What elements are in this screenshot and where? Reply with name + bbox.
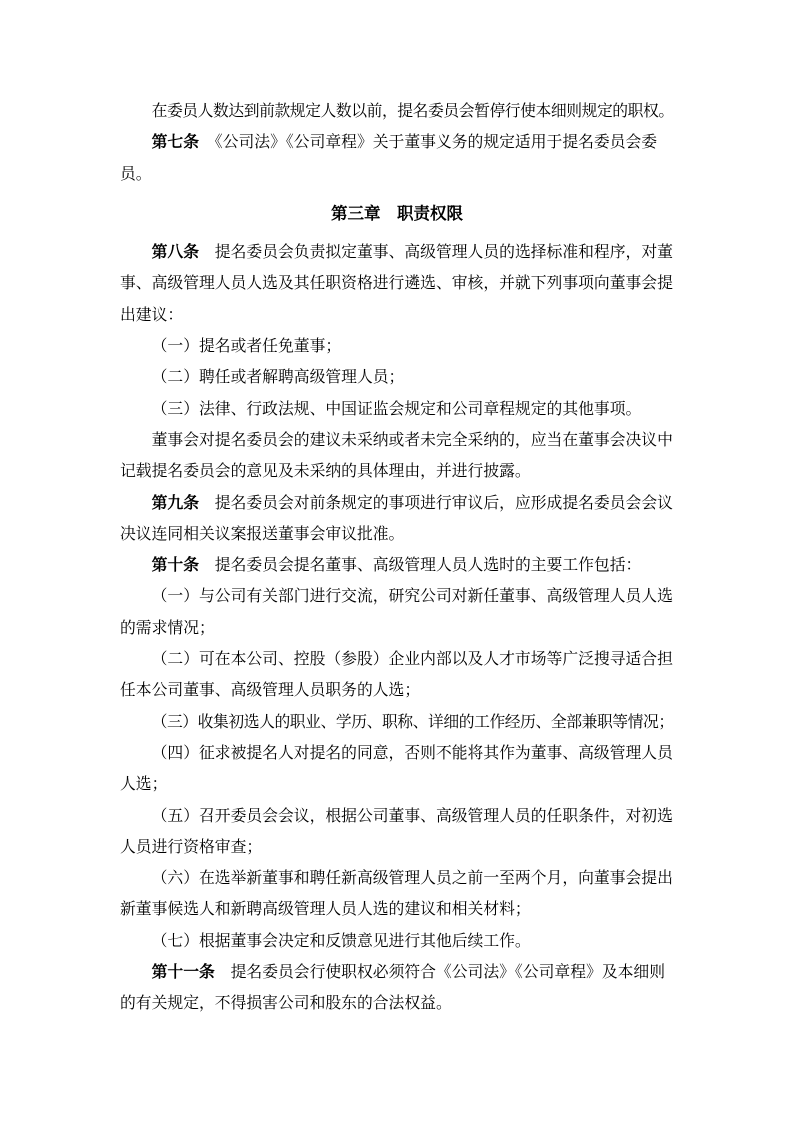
text-run: （一）与公司有关部门进行交流，研究公司对新任董事、高级管理人员人选 bbox=[151, 588, 673, 606]
text-line bbox=[120, 581, 674, 612]
text-run: 员。 bbox=[120, 165, 152, 183]
text-line bbox=[120, 769, 674, 800]
text-run: 提名委员会行使职权必须符合《公司法》《公司章程》及本细则 bbox=[214, 964, 666, 982]
article-10-item-5 bbox=[120, 801, 674, 864]
text-run: （三）法律、行政法规、中国证监会规定和公司章程规定的其他事项。 bbox=[151, 400, 642, 418]
article-number: 第十条 bbox=[151, 557, 199, 575]
text-line bbox=[120, 300, 674, 331]
article-10-item-6 bbox=[120, 863, 674, 926]
text-line bbox=[120, 894, 674, 925]
article-7 bbox=[120, 127, 674, 190]
text-line bbox=[120, 707, 674, 738]
text-run: （七）根据董事会决定和反馈意见进行其他后续工作。 bbox=[151, 932, 531, 950]
text-line bbox=[120, 550, 674, 581]
text-line bbox=[120, 863, 674, 894]
article-10-item-1 bbox=[120, 581, 674, 644]
text-run: 决议连同相关议案报送董事会审议批准。 bbox=[120, 525, 405, 543]
text-run: （一）提名或者任免董事； bbox=[151, 338, 342, 356]
text-line bbox=[120, 488, 674, 519]
article-8-item-3 bbox=[120, 394, 674, 425]
chapter-3-heading bbox=[120, 198, 674, 229]
text-line bbox=[120, 394, 674, 425]
text-line bbox=[120, 644, 674, 675]
text-run: 董事会对提名委员会的建议未采纳或者未完全采纳的，应当在董事会决议中 bbox=[151, 431, 673, 449]
text-run: 提名委员会对前条规定的事项进行审议后，应形成提名委员会会议 bbox=[199, 494, 673, 512]
article-10-item-2 bbox=[120, 644, 674, 707]
text-line bbox=[120, 456, 674, 487]
text-run: （二）聘任或者解聘高级管理人员； bbox=[151, 369, 405, 387]
text-run: 的需求情况； bbox=[120, 619, 215, 637]
text-run: （六）在选举新董事和聘任新高级管理人员之前一至两个月，向董事会提出 bbox=[151, 870, 673, 888]
article-8-item-1 bbox=[120, 331, 674, 362]
article-number: 第三章 职责权限 bbox=[331, 203, 463, 223]
text-line bbox=[120, 926, 674, 957]
text-line bbox=[120, 268, 674, 299]
text-line bbox=[120, 519, 674, 550]
text-run: （四）征求被提名人对提名的同意，否则不能将其作为董事、高级管理人员 bbox=[151, 744, 673, 762]
article-10-item-4 bbox=[120, 738, 674, 801]
text-line bbox=[120, 237, 674, 268]
article-number: 第八条 bbox=[151, 244, 199, 262]
text-line bbox=[120, 832, 674, 863]
article-9 bbox=[120, 488, 674, 551]
text-line bbox=[120, 159, 674, 190]
text-run: （五）召开委员会会议，根据公司董事、高级管理人员的任职条件，对初选 bbox=[151, 807, 673, 825]
text-run: 事、高级管理人员人选及其任职资格进行遴选、审核，并就下列事项向董事会提 bbox=[120, 275, 673, 293]
text-run: 记载提名委员会的意见及未采纳的具体理由，并进行披露。 bbox=[120, 463, 531, 481]
text-run: 在委员人数达到前款规定人数以前，提名委员会暂停行使本细则规定的职权。 bbox=[151, 103, 674, 120]
document-body bbox=[120, 96, 674, 1020]
text-line bbox=[120, 957, 674, 988]
text-line bbox=[120, 988, 674, 1019]
text-run: 新董事候选人和新聘高级管理人员人选的建议和相关材料； bbox=[120, 901, 531, 919]
text-run: 出建议： bbox=[120, 306, 184, 324]
text-run: 提名委员会负责拟定董事、高级管理人员的选择标准和程序，对董 bbox=[199, 244, 673, 262]
text-run: 人员进行资格审查； bbox=[120, 838, 263, 856]
text-run: 《公司法》《公司章程》关于董事义务的规定适用于提名委员会委 bbox=[199, 134, 658, 152]
text-run: 的有关规定，不得损害公司和股东的合法权益。 bbox=[120, 995, 452, 1013]
text-line bbox=[120, 801, 674, 832]
text-line bbox=[120, 425, 674, 456]
text-run: （三）收集初选人的职业、学历、职称、详细的工作经历、全部兼职等情况； bbox=[151, 713, 674, 731]
article-number: 第九条 bbox=[151, 494, 199, 512]
heading-line bbox=[120, 198, 674, 229]
text-line bbox=[120, 331, 674, 362]
clause-continuation bbox=[120, 96, 674, 127]
text-run: （二）可在本公司、控股（参股）企业内部以及人才市场等广泛搜寻适合担 bbox=[151, 651, 673, 669]
text-line bbox=[120, 127, 674, 158]
text-line bbox=[120, 96, 674, 127]
article-8 bbox=[120, 237, 674, 331]
article-number: 第七条 bbox=[151, 134, 199, 152]
text-run: 提名委员会提名董事、高级管理人员人选时的主要工作包括： bbox=[199, 557, 642, 575]
text-run: 人选； bbox=[120, 776, 168, 794]
text-run: 任本公司董事、高级管理人员职务的人选； bbox=[120, 682, 421, 700]
text-line bbox=[120, 738, 674, 769]
text-line bbox=[120, 613, 674, 644]
text-line bbox=[120, 362, 674, 393]
article-8-item-2 bbox=[120, 362, 674, 393]
article-11 bbox=[120, 957, 674, 1020]
text-line bbox=[120, 675, 674, 706]
article-10-item-3 bbox=[120, 707, 674, 738]
article-number: 第十一条 bbox=[151, 964, 215, 982]
article-8-note bbox=[120, 425, 674, 488]
article-10-item-7 bbox=[120, 926, 674, 957]
article-10 bbox=[120, 550, 674, 581]
